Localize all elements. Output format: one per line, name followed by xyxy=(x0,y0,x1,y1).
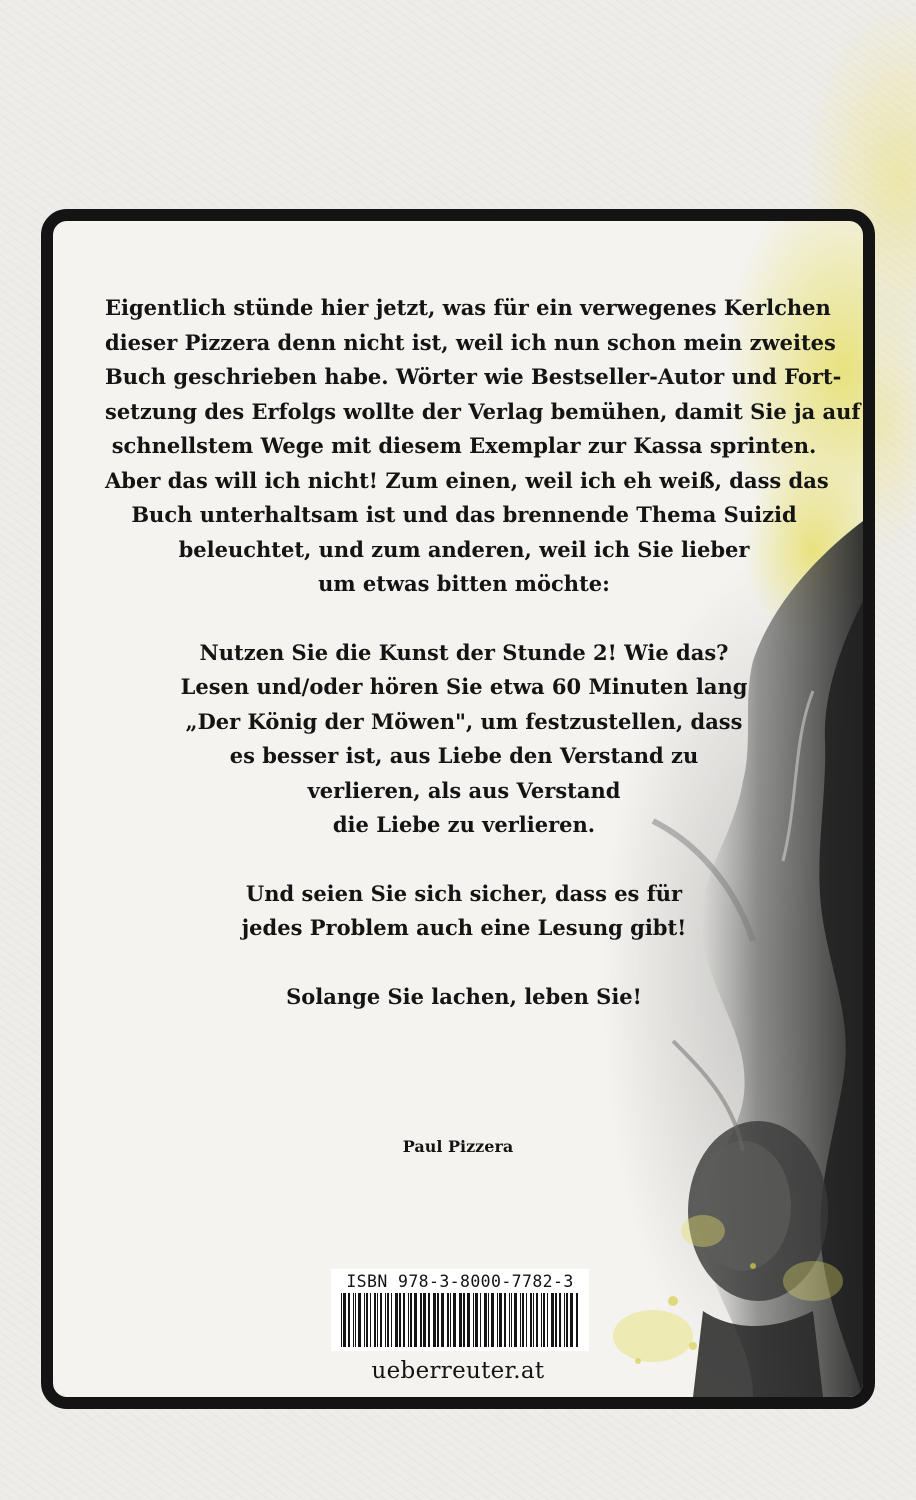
barcode-bar xyxy=(348,1293,350,1347)
barcode-bar xyxy=(509,1293,510,1347)
barcode-bar xyxy=(564,1293,565,1347)
barcode-bar xyxy=(547,1293,548,1347)
barcode-bar xyxy=(566,1293,568,1347)
barcode-bar xyxy=(433,1293,436,1347)
barcode-bar xyxy=(459,1293,462,1347)
barcode-bar xyxy=(343,1293,346,1347)
blurb-line: Eigentlich stünde hier jetzt, was für ein verwegenes Kerlchen xyxy=(105,295,831,320)
blurb-paragraph-4 xyxy=(105,980,823,1015)
barcode-bar xyxy=(403,1293,405,1347)
barcode-bar xyxy=(475,1293,478,1347)
barcode-bar xyxy=(364,1293,365,1347)
barcode-bar xyxy=(399,1293,401,1347)
barcode-bar xyxy=(437,1293,439,1347)
barcode-bar xyxy=(387,1293,389,1347)
blurb-line: Aber das will ich nicht! Zum einen, weil ich eh weiß, dass das xyxy=(105,467,829,493)
blurb-line: Buch geschrieben habe. Wörter wie Bestseller-Autor und Fort- xyxy=(105,364,842,389)
blurb-line: setzung des Erfolgs wollte der Verlag bemühen, damit Sie ja auf xyxy=(105,398,861,424)
barcode-bar xyxy=(395,1293,398,1347)
barcode-bar xyxy=(447,1293,449,1347)
blurb-line: um etwas bitten möchte: xyxy=(318,571,610,596)
blurb-line: „Der König der Möwen", um festzustellen, dass xyxy=(185,708,743,734)
author-name: Paul Pizzera xyxy=(402,1137,514,1156)
barcode-bar xyxy=(408,1293,409,1347)
barcode-bar xyxy=(453,1293,456,1347)
barcode-bar xyxy=(520,1293,521,1347)
blurb-paragraph-3 xyxy=(105,877,823,946)
barcode-bar xyxy=(576,1293,578,1347)
barcode-bar xyxy=(511,1293,512,1347)
barcode-bar xyxy=(536,1293,538,1347)
barcode-bar xyxy=(488,1293,489,1347)
blurb-line: Buch unterhaltsam ist und das brennende Thema Suizid xyxy=(131,502,797,527)
barcode-bar xyxy=(441,1293,444,1347)
barcode-bar xyxy=(491,1293,494,1347)
barcode-bar xyxy=(497,1293,498,1347)
barcode-bar xyxy=(463,1293,465,1347)
isbn-barcode xyxy=(331,1269,589,1351)
barcode-bar xyxy=(414,1293,417,1347)
barcode-bar xyxy=(473,1293,474,1347)
barcode-bar xyxy=(385,1293,386,1347)
blurb-line: Nutzen Sie die Kunst der Stunde 2! Wie das? xyxy=(199,639,729,665)
blurb-text xyxy=(105,291,861,1014)
barcode-bar xyxy=(526,1293,527,1347)
barcode-bar xyxy=(504,1293,506,1347)
barcode-bar xyxy=(380,1293,382,1347)
barcode-bar xyxy=(358,1293,361,1347)
blurb-line: jedes Problem auch eine Lesung gibt! xyxy=(241,915,687,940)
barcode-bar xyxy=(391,1293,392,1347)
barcode-bar xyxy=(530,1293,532,1347)
barcode-bar xyxy=(480,1293,481,1347)
blurb-line: die Liebe zu verlieren. xyxy=(332,812,596,837)
barcode-bar xyxy=(341,1293,342,1347)
barcode-bar xyxy=(543,1293,545,1347)
publisher-url: ueberreuter.at xyxy=(371,1358,545,1384)
barcode-bar xyxy=(570,1293,573,1347)
barcode-bar xyxy=(428,1293,430,1347)
blurb-line: es besser ist, aus Liebe den Verstand zu xyxy=(229,743,699,768)
blurb-line: schnellstem Wege mit diesem Exemplar zur Kassa sprinten. xyxy=(111,433,817,458)
barcode-bar xyxy=(450,1293,451,1347)
barcode-bar xyxy=(551,1293,554,1347)
barcode-bar xyxy=(377,1293,378,1347)
blurb-paragraph-2 xyxy=(105,636,823,843)
barcode-bar xyxy=(366,1293,368,1347)
blurb-line: beleuchtet, und zum anderen, weil ich Sie lieber xyxy=(178,536,750,562)
barcode-bar xyxy=(484,1293,487,1347)
barcode-bar xyxy=(374,1293,376,1347)
barcode-bar xyxy=(541,1293,542,1347)
barcode-bar xyxy=(514,1293,517,1347)
barcode-bar xyxy=(467,1293,470,1347)
blurb-line: Lesen und/oder hören Sie etwa 60 Minuten lang xyxy=(180,674,748,699)
barcode-bar xyxy=(370,1293,371,1347)
barcode-bars xyxy=(339,1293,581,1347)
barcode-bar xyxy=(410,1293,412,1347)
barcode-bar xyxy=(555,1293,557,1347)
barcode-bar xyxy=(353,1293,354,1347)
barcode-bar xyxy=(423,1293,426,1347)
barcode-bar xyxy=(522,1293,524,1347)
barcode-bar xyxy=(533,1293,534,1347)
barcode-bar xyxy=(355,1293,356,1347)
barcode-bar xyxy=(559,1293,561,1347)
blurb-paragraph-1 xyxy=(105,291,861,602)
isbn-text: ISBN 978-3-8000-7782-3 xyxy=(346,1272,574,1291)
blurb-line: Und seien Sie sich sicher, dass es für xyxy=(245,880,683,906)
barcode-bar xyxy=(420,1293,422,1347)
blurb-line: Solange Sie lachen, leben Sie! xyxy=(286,983,642,1009)
back-cover-frame xyxy=(41,209,875,1409)
barcode-bar xyxy=(499,1293,502,1347)
blurb-line: dieser Pizzera denn nicht ist, weil ich nun schon mein zweites xyxy=(105,329,836,355)
blurb-line: verlieren, als aus Verstand xyxy=(307,777,621,803)
